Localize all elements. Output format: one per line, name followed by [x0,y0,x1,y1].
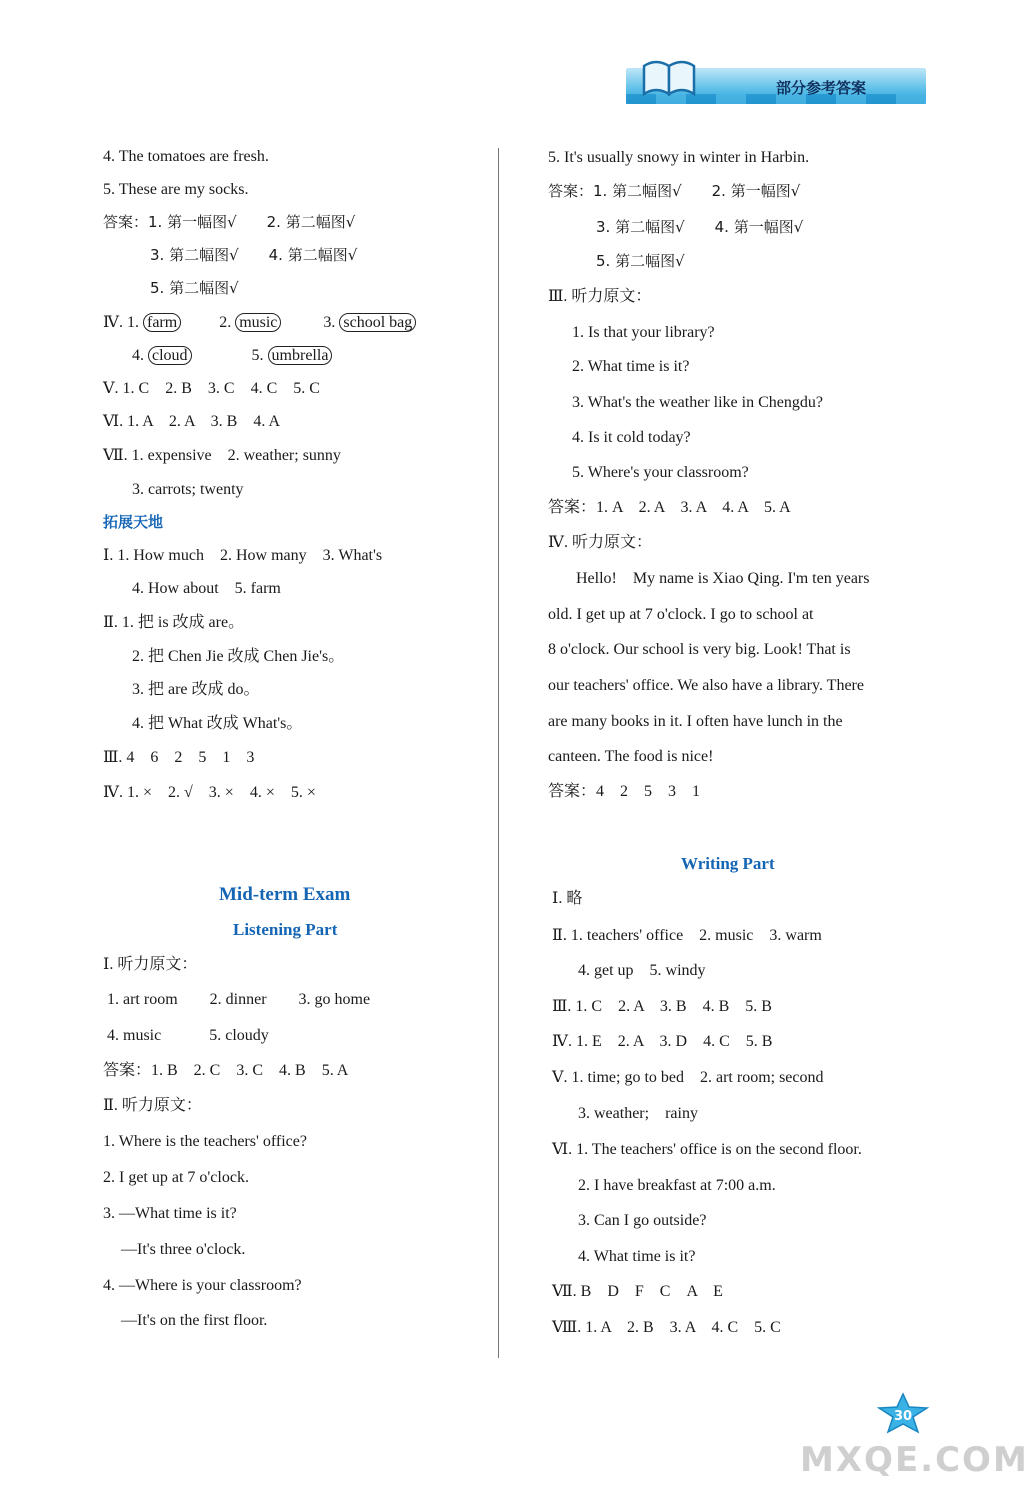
passage-line: canteen. The food is nice! [548,748,714,765]
circled-word: music [235,313,281,332]
section-iv-row-2 [132,346,332,366]
exam-title: Mid-term Exam [219,884,351,905]
circled-word: farm [143,313,181,332]
page-number: 30 [893,1409,913,1424]
left-line: Ⅱ. 1. 把 is 改成 are。 [103,614,245,631]
item-label: 4. [132,347,144,364]
passage-line: our teachers' office. We also have a library. There [548,677,864,694]
right-line: Ⅶ. B D F C A E [552,1283,723,1300]
right-line: Ⅲ. 听力原文： [548,288,652,305]
left-line: 答案：1. B 2. C 3. C 4. B 5. A [103,1062,349,1079]
passage-line: Hello! My name is Xiao Qing. I'm ten years [576,570,870,587]
listening-part-heading: Listening Part [233,920,338,939]
section-label: Ⅳ. 1. [103,314,139,331]
right-line: Ⅳ. 1. E 2. A 3. D 4. C 5. B [552,1033,773,1050]
right-line: 5. Where's your classroom? [572,464,749,481]
left-line: 4. The tomatoes are fresh. [103,148,269,165]
answer-line: 5. 第二幅图√ [150,279,239,297]
item-label: 3. [323,314,336,331]
left-line: 1. Where is the teachers' office? [103,1133,307,1150]
left-line: —It's on the first floor. [121,1312,268,1329]
item-label: 2. [219,314,232,331]
left-line: 5. These are my socks. [103,181,249,198]
circled-word: cloud [148,346,192,365]
right-line: Ⅴ. 1. time; go to bed 2. art room; second [552,1069,824,1086]
left-line: 2. 把 Chen Jie 改成 Chen Jie's。 [132,648,345,665]
left-line: Ⅳ. 1. × 2. √ 3. × 4. × 5. × [103,784,316,801]
right-line: 答案：4 2 5 3 1 [548,783,701,800]
left-line: Ⅰ. 听力原文： [103,956,198,973]
right-line: 3. Can I go outside? [578,1212,707,1229]
circled-word: umbrella [268,346,333,365]
right-line: 4. What time is it? [578,1248,696,1265]
right-line: Ⅱ. 1. teachers' office 2. music 3. warm [552,927,822,944]
right-line: 3. What's the weather like in Chengdu? [572,394,823,411]
left-line: Ⅲ. 4 6 2 5 1 3 [103,749,255,766]
right-line: 4. Is it cold today? [572,429,691,446]
left-line: 3. 把 are 改成 do。 [132,681,260,698]
left-line: 1. art room 2. dinner 3. go home [107,991,371,1008]
writing-part-heading: Writing Part [681,854,775,873]
section-iv-row-1 [103,313,416,333]
left-line: 4. music 5. cloudy [107,1027,269,1044]
passage-line: are many books in it. I often have lunch in the [548,713,843,730]
right-line: 3. weather; rainy [578,1105,698,1122]
passage-line: 8 o'clock. Our school is very big. Look! That is [548,641,851,658]
right-line: 2. I have breakfast at 7:00 a.m. [578,1177,776,1194]
left-line: 4. —Where is your classroom? [103,1277,302,1294]
right-line: 1. Is that your library? [572,324,715,341]
answer-line: 3. 第二幅图√ 4. 第二幅图√ [150,246,358,264]
header-title: 部分参考答案 [775,79,866,97]
left-line: Ⅶ. 1. expensive 2. weather; sunny [103,447,341,464]
left-line: Ⅵ. 1. A 2. A 3. B 4. A [103,413,281,430]
right-line: Ⅵ. 1. The teachers' office is on the second floor. [552,1141,862,1158]
right-line: 4. get up 5. windy [578,962,706,979]
extension-heading: 拓展天地 [103,513,164,531]
watermark: MXQE.COM [800,1440,1029,1480]
left-line: 3. —What time is it? [103,1205,237,1222]
right-line: 答案：1. A 2. A 3. A 4. A 5. A [548,499,791,516]
right-line: 2. What time is it? [572,358,690,375]
answer-line: 答案：1. 第一幅图√ 2. 第二幅图√ [103,213,356,231]
column-divider [498,148,499,1358]
left-line: Ⅰ. 1. How much 2. How many 3. What's [103,547,383,564]
right-line: Ⅳ. 听力原文： [548,534,652,551]
left-line: Ⅱ. 听力原文： [103,1097,202,1114]
passage-line: old. I get up at 7 o'clock. I go to school at [548,606,814,623]
right-line: Ⅰ. 略 [552,890,583,907]
right-line: Ⅲ. 1. C 2. A 3. B 4. B 5. B [552,998,772,1015]
left-line: 4. 把 What 改成 What's。 [132,715,303,732]
left-line: Ⅴ. 1. C 2. B 3. C 4. C 5. C [103,380,320,397]
left-line: 3. carrots; twenty [132,481,244,498]
left-line: 2. I get up at 7 o'clock. [103,1169,249,1186]
open-book-icon [640,52,698,98]
answer-line: 5. 第二幅图√ [596,252,685,270]
item-label: 5. [251,347,264,364]
right-line: Ⅷ. 1. A 2. B 3. A 4. C 5. C [552,1319,781,1336]
circled-word: school bag [339,313,416,332]
left-line: 4. How about 5. farm [132,580,281,597]
answer-line: 3. 第二幅图√ 4. 第一幅图√ [596,218,804,236]
page-number-star-icon [876,1392,930,1434]
right-line: 5. It's usually snowy in winter in Harbin. [548,149,810,166]
answer-line: 答案：1. 第二幅图√ 2. 第一幅图√ [548,182,801,200]
left-line: —It's three o'clock. [121,1241,246,1258]
